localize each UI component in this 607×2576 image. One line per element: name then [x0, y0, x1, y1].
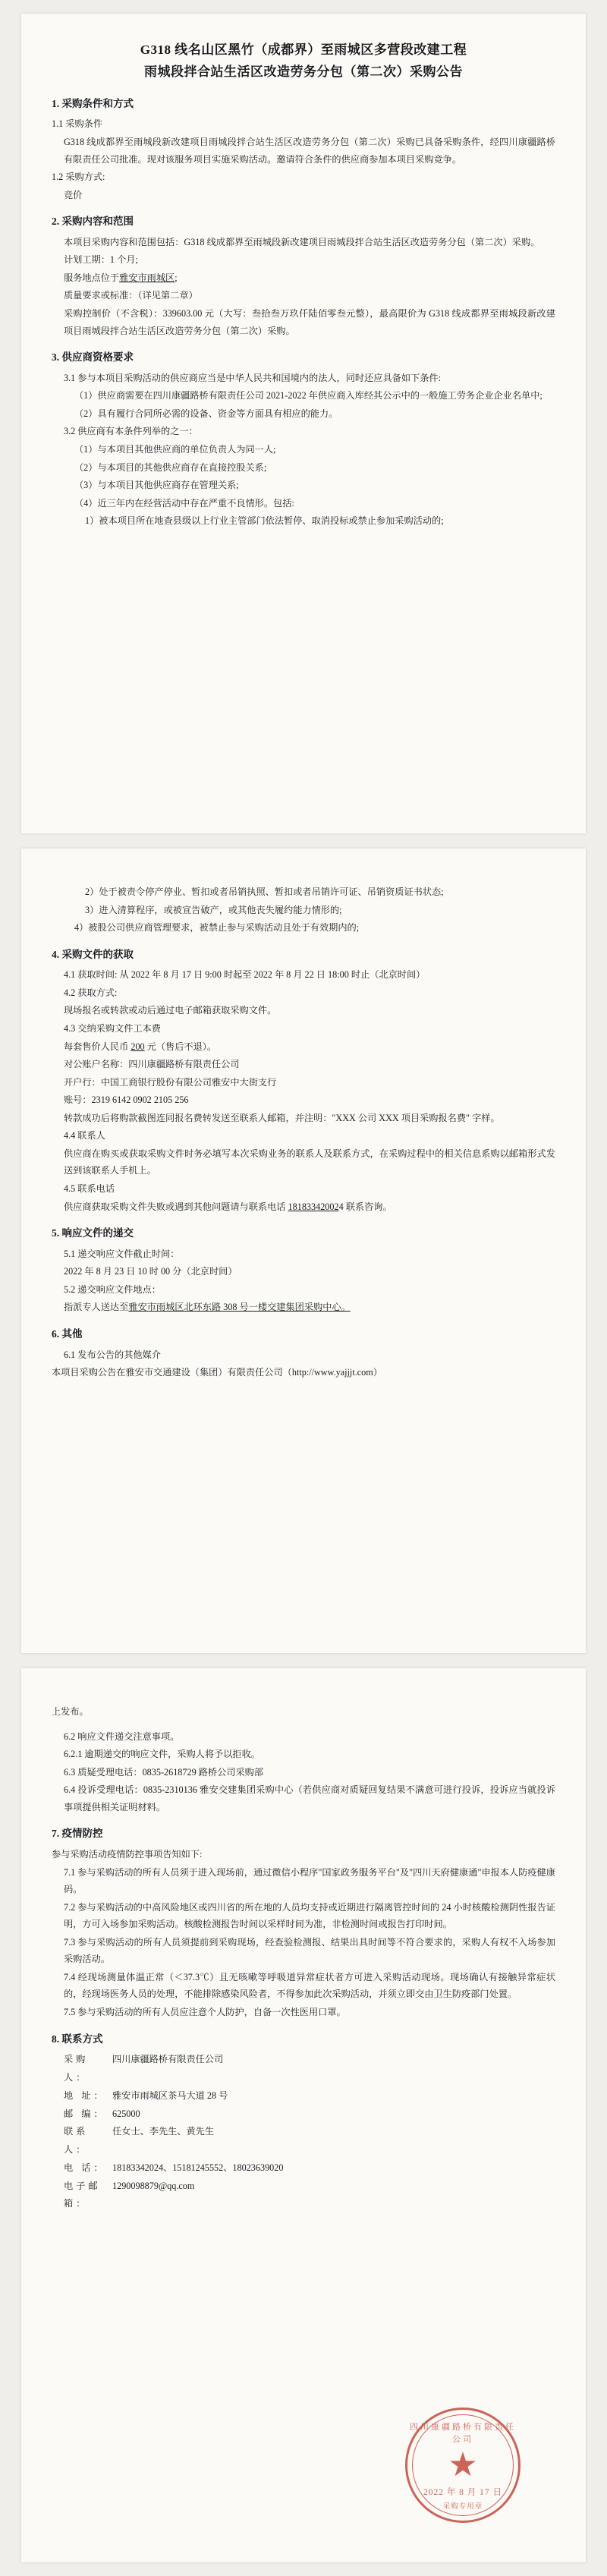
paragraph: 4.5 联系电话 — [64, 1183, 115, 1195]
paragraph: 7.5 参与采购活动的所有人员应注意个人防护，自备一次性医用口罩。 — [64, 2007, 346, 2018]
paragraph: （2）具有履行合同所必需的设备、资金等方面具有相应的能力。 — [74, 408, 338, 419]
contact-label: 电 话： — [64, 2162, 106, 2173]
paragraph: 7.2 参与采购活动的中高风险地区或四川省的所在地的人员均支持或近期进行隔离管控时间的 24 小时核酸检测阴性报告证明，方可入场参加采购活动。核酸检测报告时间以采样时间为准，非检测时间或报告打印时间。 — [64, 1901, 555, 1930]
table-row — [52, 2123, 555, 2159]
paragraph: 2022 年 8 月 23 日 10 时 00 分（北京时间） — [64, 1266, 237, 1277]
paragraph: 采购控制价（不含税）：339603.00 元（大写：叁拾叁万玖仟陆佰零叁元整），最高限价为 G318 线成都界至雨城段新改建项目雨城段拌合站生活区改造劳务分包（第二次）采购。 — [64, 308, 555, 336]
section-heading-1: 1. 采购条件和方式 — [52, 97, 134, 109]
seal-date: 2022 年 8 月 17 日 — [423, 2488, 503, 2497]
paragraph: 供应商在购买或获取采购文件时务必填写本次采购业务的联系人及联系方式，在采购过程中的相关信息系购以邮箱形式发送到该联系人手机上。 — [64, 1148, 555, 1176]
contact-value: 雅安市雨城区茶马大道 28 号 — [112, 2089, 228, 2101]
section-heading-8: 8. 联系方式 — [52, 2033, 103, 2045]
section-heading-3: 3. 供应商资格要求 — [52, 351, 134, 364]
contact-value: 1290098879@qq.com — [112, 2180, 195, 2191]
contact-value: 18183342024、15181245552、18023639020 — [112, 2162, 284, 2173]
paragraph: 4.2 获取方式: — [64, 987, 118, 998]
section-heading-4: 4. 采购文件的获取 — [52, 948, 134, 960]
contact-label: 地 址： — [64, 2089, 106, 2101]
contact-table — [52, 2051, 555, 2213]
paragraph: 2）处于被责令停产停业、暂扣或者吊销执照、暂扣或者吊销许可证、吊销资质证书状态; — [85, 886, 444, 897]
company-seal-stamp — [405, 2408, 521, 2523]
paragraph: 3）进入清算程序，或被宣告破产，或其他丧失履约能力情形的; — [85, 904, 342, 915]
page-title — [52, 39, 555, 83]
paragraph: 现场报名或转款或动后通过电子邮箱获取采购文件。 — [64, 1005, 277, 1016]
paragraph: 3.2 供应商有本条件列举的之一： — [64, 426, 198, 437]
section-heading-7: 7. 疫情防控 — [52, 1828, 103, 1840]
contact-value: 四川康疆路桥有限责任公司 — [112, 2054, 224, 2065]
paragraph: 本项目采购公告在雅安市交通建设（集团）有限责任公司（http://www.yajjjt.com） — [52, 1367, 382, 1378]
contact-label: 采购人： — [64, 2054, 89, 2083]
paragraph: 4.4 联系人 — [64, 1130, 105, 1142]
contact-value: 625000 — [112, 2108, 140, 2119]
table-row — [52, 2105, 555, 2124]
paragraph: 质量要求或标准：（详见第二章） — [64, 290, 198, 301]
table-row — [52, 2051, 555, 2087]
paragraph: 4）被股公司供应商管理要求，被禁止参与采购活动且处于有效期内的; — [74, 922, 360, 934]
paragraph: 5.1 递交响应文件截止时间： — [64, 1248, 180, 1259]
paragraph-html: 指派专人送达至雅安市雨城区北环东路 308 号一楼交建集团采购中心。 — [64, 1302, 351, 1313]
contact-value: 任女士、李先生、黄先生 — [112, 2126, 215, 2137]
paragraph: 计划工期：1 个月; — [64, 254, 138, 266]
paragraph: （2）与本项目的其他供应商存在直接控股关系; — [74, 461, 267, 473]
paragraph: （4）近三年内在经营活动中存在严重不良情形。包括: — [74, 497, 294, 509]
paragraph: 3.1 参与本项目采购活动的供应商应当是中华人民共和国境内的法人，同时还应具备如下条件: — [64, 372, 441, 383]
paragraph: 4.1 获取时间: 从 2022 年 8 月 17 日 9:00 时起至 2022 年 8 月 22 日 18:00 时止（北京时间） — [64, 969, 426, 981]
paragraph: 5.2 递交响应文件地点： — [64, 1283, 161, 1295]
paragraph: 6.3 质疑受理电话：0835-2618729 路桥公司采购部 — [64, 1766, 264, 1778]
paragraph: 6.4 投诉受理电话：0835-2310136 雅安交建集团采购中心（若供应商对质疑回复结果不满意可进行投诉，投诉应当就投诉事项提供相关证明材料。 — [64, 1784, 555, 1812]
paragraph: 1.2 采购方式: — [52, 172, 105, 183]
paragraph: 开户行：中国工商银行股份有限公司雅安中大街支行 — [64, 1076, 277, 1088]
section-heading-6: 6. 其他 — [52, 1328, 83, 1340]
table-row — [52, 2178, 555, 2214]
paragraph-html: 服务地点位于雅安市雨城区; — [64, 272, 178, 283]
paragraph-html: 每套售价人民币 200 元（售后不退）。 — [64, 1041, 217, 1052]
paragraph: 对公账户名称：四川康疆路桥有限责任公司 — [64, 1059, 240, 1070]
paragraph: 账号：2319 6142 0902 2105 256 — [64, 1094, 189, 1106]
paragraph-html: 供应商获取采购文件失败或遇到其他问题请与联系电话 181833420024 联系咨询。 — [64, 1201, 392, 1212]
paragraph: 竞价 — [64, 189, 83, 200]
title-line-1: G318 线名山区黑竹（成都界）至雨城区多营段改建工程 — [140, 43, 467, 57]
title-line-2: 雨城段拌合站生活区改造劳务分包（第二次）采购公告 — [144, 64, 463, 79]
paragraph: 转款成功后将购款截图连同报名费转发送至联系人邮箱，并注明："XXX 公司 XXX 项目采购报名费" 字样。 — [64, 1112, 500, 1123]
contact-label: 邮 编： — [64, 2108, 106, 2119]
paragraph: 1）被本项目所在地查县级以上行业主管部门依法暂停、取消投标或禁止参加采购活动的; — [85, 515, 444, 527]
paragraph: 6.2 响应文件递交注意事项。 — [64, 1730, 180, 1742]
paragraph: 6.2.1 逾期递交的响应文件，采购人将予以拒收。 — [64, 1749, 260, 1760]
paragraph: （3）与本项目其他供应商存在管理关系; — [74, 480, 239, 491]
paragraph: G318 线成都界至雨城段新改建项目雨城段拌合站生活区改造劳务分包（第二次）采购已具备采购条件，经四川康疆路桥有限责任公司批准。现对该服务项目实施采购活动。邀请符合条件的供应商参加本项目采购竞争。 — [64, 136, 555, 165]
document-sheet-3 — [21, 1668, 586, 2562]
star-icon: ★ — [448, 2446, 478, 2483]
paragraph: （1）与本项目其他供应商的单位负责人为同一人; — [74, 444, 276, 455]
section-heading-2: 2. 采购内容和范围 — [52, 216, 134, 228]
paragraph: 7.4 经现场测量体温正常（＜37.3℃）且无咳嗽等呼吸道异常症状者方可进入采购活动现场。现场确认有接触异常症状的，经现场医务人员的处理，不能排除感染风险者，不得参加此次采购活动，并须立即交由卫生防疫部门处置。 — [64, 1971, 555, 2000]
paragraph: （1）供应商需要在四川康疆路桥有限责任公司 2021-2022 年供应商入库经其公示中的一般施工劳务企业企业名单中; — [74, 390, 543, 402]
paragraph: 上发布。 — [52, 1706, 89, 1717]
paragraph: 7.1 参与采购活动的所有人员须于进入现场前，通过微信小程序"国家政务服务平台"及"四川天府健康通"申报本人防疫健康码。 — [64, 1866, 555, 1895]
seal-company-name: 四川康疆路桥有限责任公司 — [410, 2423, 516, 2444]
table-row — [52, 2159, 555, 2178]
paragraph: 1.1 采购条件 — [52, 118, 103, 130]
paragraph: 4.3 交纳采购文件工本费 — [64, 1022, 161, 1034]
contact-label: 电子邮箱： — [64, 2180, 101, 2209]
paragraph: 6.1 发布公告的其他媒介 — [64, 1349, 161, 1360]
paragraph: 本项目采购内容和范围包括：G318 线成都界至雨城段新改建项目雨城段拌合站生活区改造劳务分包（第二次）采购。 — [64, 236, 540, 247]
section-heading-5: 5. 响应文件的递交 — [52, 1227, 134, 1239]
seal-purpose-text: 采购专用章 — [442, 2503, 483, 2511]
paragraph: 7.3 参与采购活动的所有人员须提前到采购现场，经查验检测报、结果出具时间等不符合要求的，采购人有权不入场参加采购活动。 — [64, 1936, 555, 1965]
table-row — [52, 2087, 555, 2105]
paragraph: 参与采购活动疫情防控事项告知如下: — [52, 1848, 203, 1860]
document-sheet-1 — [21, 14, 586, 833]
contact-label: 联系人： — [64, 2126, 89, 2156]
document-sheet-2 — [21, 849, 586, 1653]
